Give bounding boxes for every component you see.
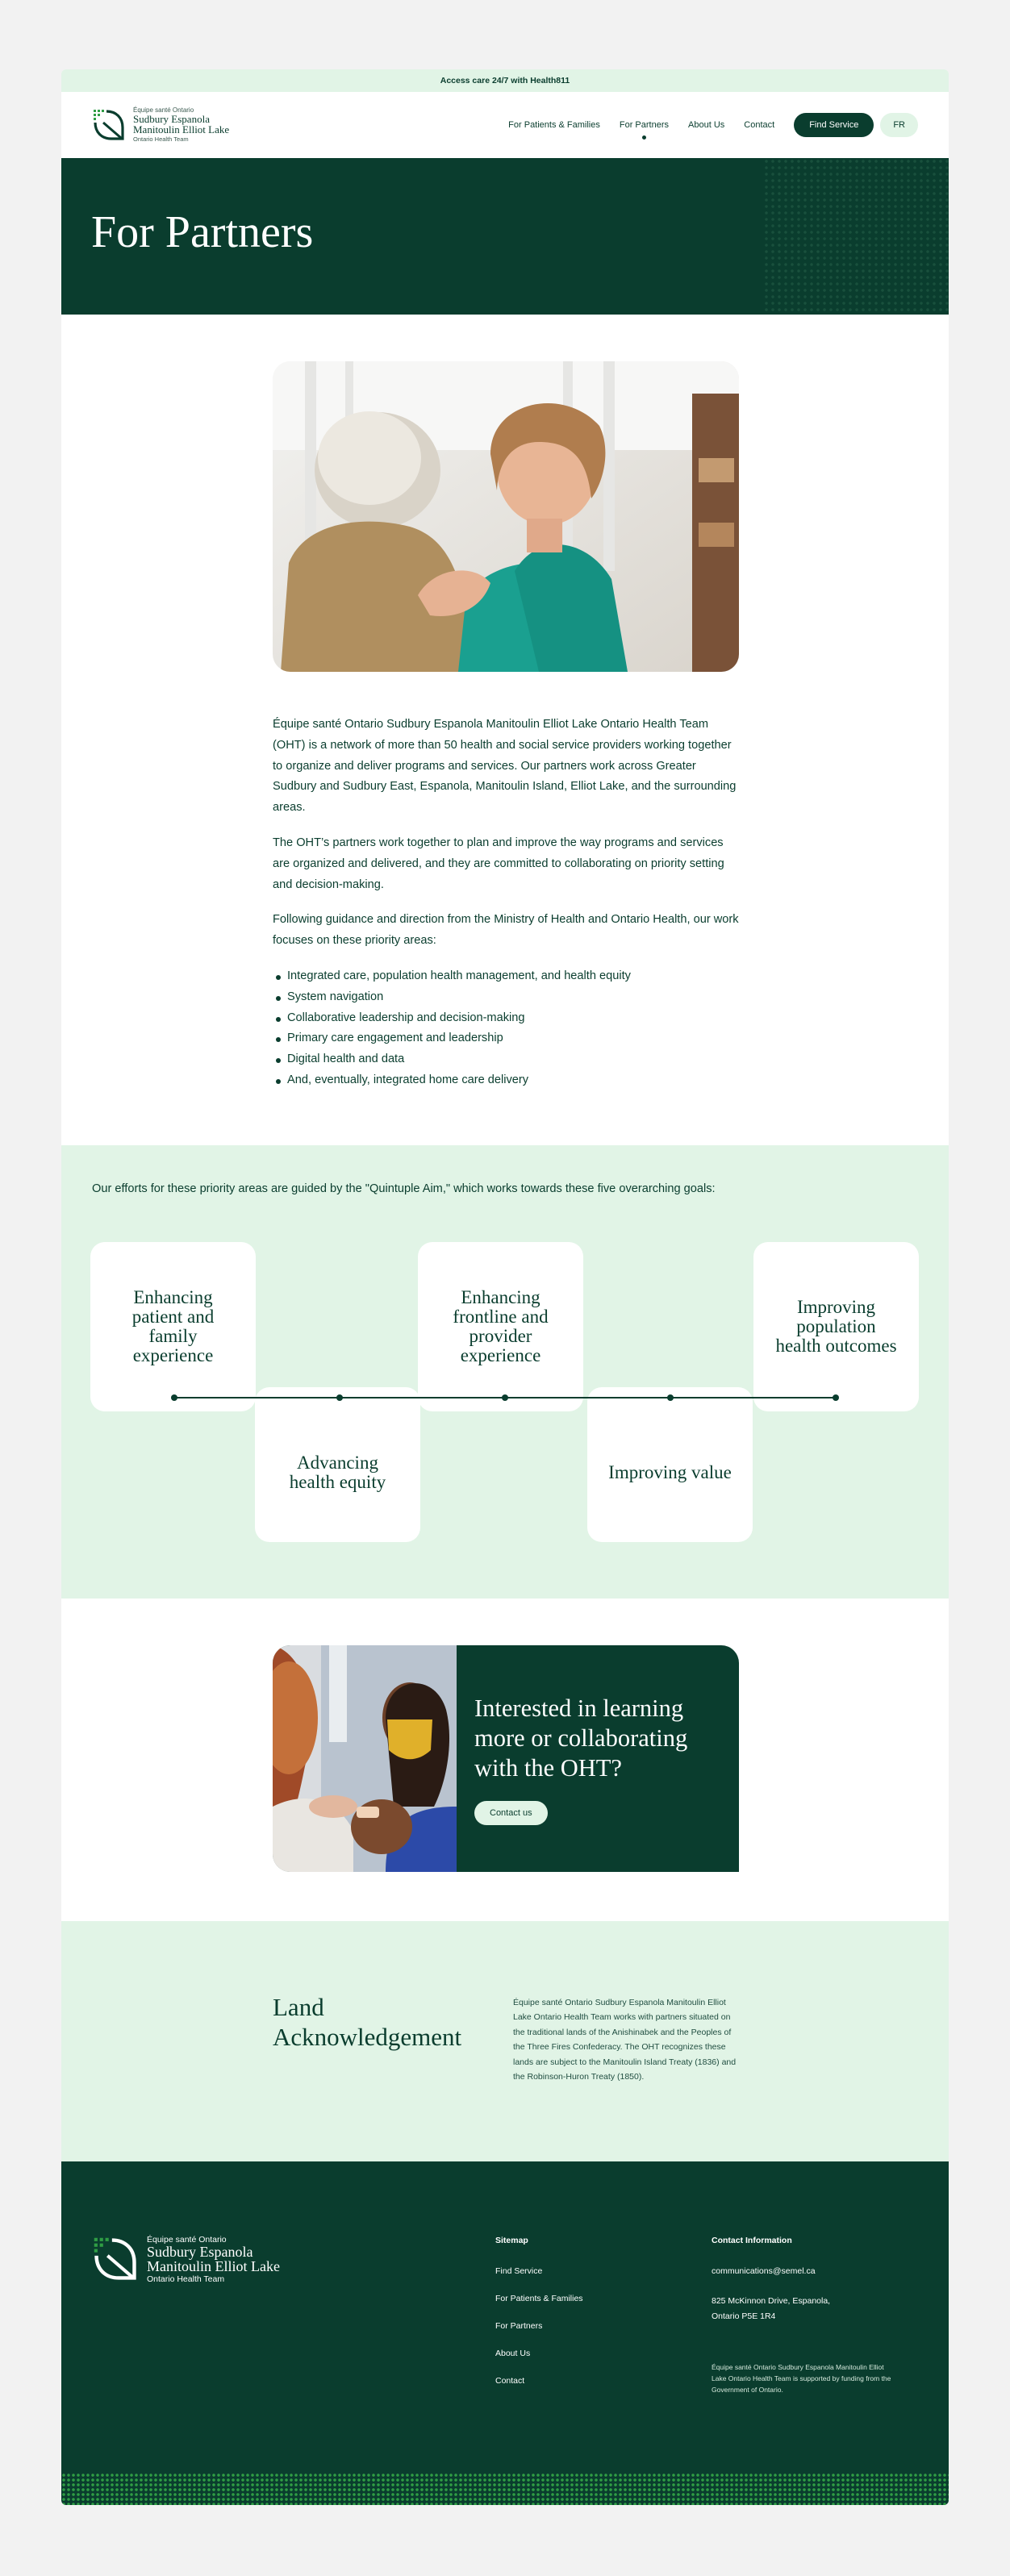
land-acknowledgement-text: Équipe santé Ontario Sudbury Espanola Manitoulin Elliot Lake Ontario Health Team works with partners situated on the traditional lands of the Anishinabek and the Peoples of the Three Fires Confederacy. The OHT recognizes these lands are subject to the Manitoulin Island Treaty (1836) and the Robinson-Huron Treaty (1850). bbox=[513, 1998, 737, 2082]
logo-leaf-icon bbox=[92, 108, 126, 142]
goal-label: Enhancing patient and family experience bbox=[131, 1287, 215, 1365]
footer-link-patients-families[interactable]: For Patients & Families bbox=[495, 2294, 583, 2303]
land-acknowledgement-section bbox=[61, 1921, 949, 2161]
contact-address bbox=[712, 2294, 897, 2324]
funding-note: Équipe santé Ontario Sudbury Espanola Manitoulin Elliot Lake Ontario Health Team is supported by funding from the Government of Ontario. bbox=[712, 2363, 891, 2394]
nav-about-us[interactable]: About Us bbox=[688, 120, 725, 130]
contact-us-button[interactable]: Contact us bbox=[474, 1801, 548, 1825]
nav-partners[interactable]: For Partners bbox=[619, 120, 670, 130]
find-service-button[interactable]: Find Service bbox=[794, 113, 874, 137]
land-acknowledgement-title: Land Acknowledgement bbox=[273, 1993, 462, 2051]
contact-cta-card bbox=[273, 1645, 739, 1872]
goal-label: Advancing health equity bbox=[289, 1453, 386, 1492]
vaccination-photo bbox=[273, 1645, 457, 1872]
list-item: Primary care engagement and leadership bbox=[273, 1028, 739, 1049]
site-footer bbox=[61, 2161, 949, 2505]
intro-paragraph-2: The OHT’s partners work together to plan and improve the way programs and services are organized and delivered, and they are committed to collaborating on priority setting and decision-making. bbox=[273, 836, 724, 891]
goal-label: Improving population health outcomes bbox=[775, 1297, 897, 1356]
address-line-1: 825 McKinnon Drive, Espanola, bbox=[712, 2296, 831, 2306]
logo-line-2: Manitoulin Elliot Lake bbox=[133, 123, 230, 136]
site-logo[interactable] bbox=[92, 107, 229, 143]
intro-paragraph-3: Following guidance and direction from the Ministry of Health and Ontario Health, our work focuses on these priority areas: bbox=[273, 913, 739, 948]
intro-body bbox=[273, 715, 739, 1091]
footer-logo-sub: Ontario Health Team bbox=[147, 2274, 225, 2284]
goal-label: Improving value bbox=[608, 1462, 732, 1482]
priority-areas-list bbox=[273, 966, 739, 1091]
nurse-patient-photo bbox=[273, 361, 739, 672]
main-nav bbox=[508, 113, 918, 137]
language-toggle-button[interactable]: FR bbox=[880, 113, 918, 137]
vaccination-illustration bbox=[273, 1645, 457, 1872]
timeline-dot bbox=[171, 1394, 177, 1401]
page-frame bbox=[61, 69, 949, 2505]
footer-logo-line-1: Sudbury Espanola bbox=[147, 2243, 253, 2260]
nurse-patient-illustration bbox=[273, 361, 739, 672]
footer-contact bbox=[712, 2236, 897, 2395]
footer-logo-small: Équipe santé Ontario bbox=[147, 2235, 227, 2245]
footer-dot-pattern bbox=[61, 2473, 949, 2505]
page-title: For Partners bbox=[91, 207, 314, 257]
list-item: And, eventually, integrated home care delivery bbox=[273, 1070, 739, 1091]
goal-card-value bbox=[587, 1387, 753, 1542]
logo-sub-text: Ontario Health Team bbox=[133, 135, 189, 144]
contact-email-link[interactable]: communications@semel.ca bbox=[712, 2266, 816, 2276]
list-item: System navigation bbox=[273, 987, 739, 1008]
contact-cta-section bbox=[61, 1599, 949, 1921]
page-hero bbox=[61, 158, 949, 315]
footer-logo-line-2: Manitoulin Elliot Lake bbox=[147, 2257, 280, 2274]
address-line-2: Ontario P5E 1R4 bbox=[712, 2311, 776, 2321]
footer-sitemap bbox=[495, 2236, 583, 2403]
logo-line-1: Sudbury Espanola bbox=[133, 113, 210, 126]
footer-link-partners[interactable]: For Partners bbox=[495, 2321, 543, 2331]
footer-link-find-service[interactable]: Find Service bbox=[495, 2266, 543, 2276]
goal-card-patient-experience bbox=[90, 1242, 256, 1411]
sitemap-heading: Sitemap bbox=[495, 2236, 528, 2245]
announcement-text[interactable]: Access care 24/7 with Health811 bbox=[440, 76, 570, 85]
list-item: Digital health and data bbox=[273, 1049, 739, 1070]
nav-patients-families[interactable]: For Patients & Families bbox=[508, 120, 600, 130]
goal-card-health-equity bbox=[255, 1387, 420, 1542]
timeline-dot bbox=[502, 1394, 508, 1401]
intro-paragraph-1: Équipe santé Ontario Sudbury Espanola Manitoulin Elliot Lake Ontario Health Team (OHT) is a network of more than 50 health and social service providers working together to organize and deliver programs and services. Our partners work across Greater Sudbury and Sudbury East, Espanola, Manitoulin Island, Elliot Lake, and the surrounding areas. bbox=[273, 718, 737, 815]
site-header bbox=[61, 92, 949, 158]
timeline-dot bbox=[336, 1394, 343, 1401]
list-item: Integrated care, population health management, and health equity bbox=[273, 966, 739, 987]
quintuple-aim-section bbox=[61, 1145, 949, 1599]
announcement-bar[interactable] bbox=[61, 69, 949, 92]
footer-link-contact[interactable]: Contact bbox=[495, 2376, 525, 2386]
goal-card-population-health bbox=[753, 1242, 919, 1411]
cta-title: Interested in learning more or collaborating with the OHT? bbox=[474, 1694, 688, 1782]
footer-link-about-us[interactable]: About Us bbox=[495, 2349, 531, 2358]
contact-heading: Contact Information bbox=[712, 2236, 792, 2245]
timeline-dot bbox=[833, 1394, 839, 1401]
footer-logo[interactable] bbox=[92, 2236, 280, 2283]
quintuple-aim-intro: Our efforts for these priority areas are guided by the "Quintuple Aim," which works towards these five overarching goals: bbox=[92, 1182, 716, 1195]
intro-section bbox=[61, 315, 949, 1145]
logo-small-text: Équipe santé Ontario bbox=[133, 106, 194, 115]
nav-contact[interactable]: Contact bbox=[744, 120, 775, 130]
goal-label: Enhancing frontline and provider experience bbox=[453, 1287, 549, 1365]
list-item: Collaborative leadership and decision-making bbox=[273, 1008, 739, 1029]
timeline-dot bbox=[667, 1394, 674, 1401]
footer-logo-leaf-icon bbox=[92, 2236, 139, 2282]
goal-card-provider-experience bbox=[418, 1242, 583, 1411]
hero-dot-pattern bbox=[763, 158, 949, 315]
